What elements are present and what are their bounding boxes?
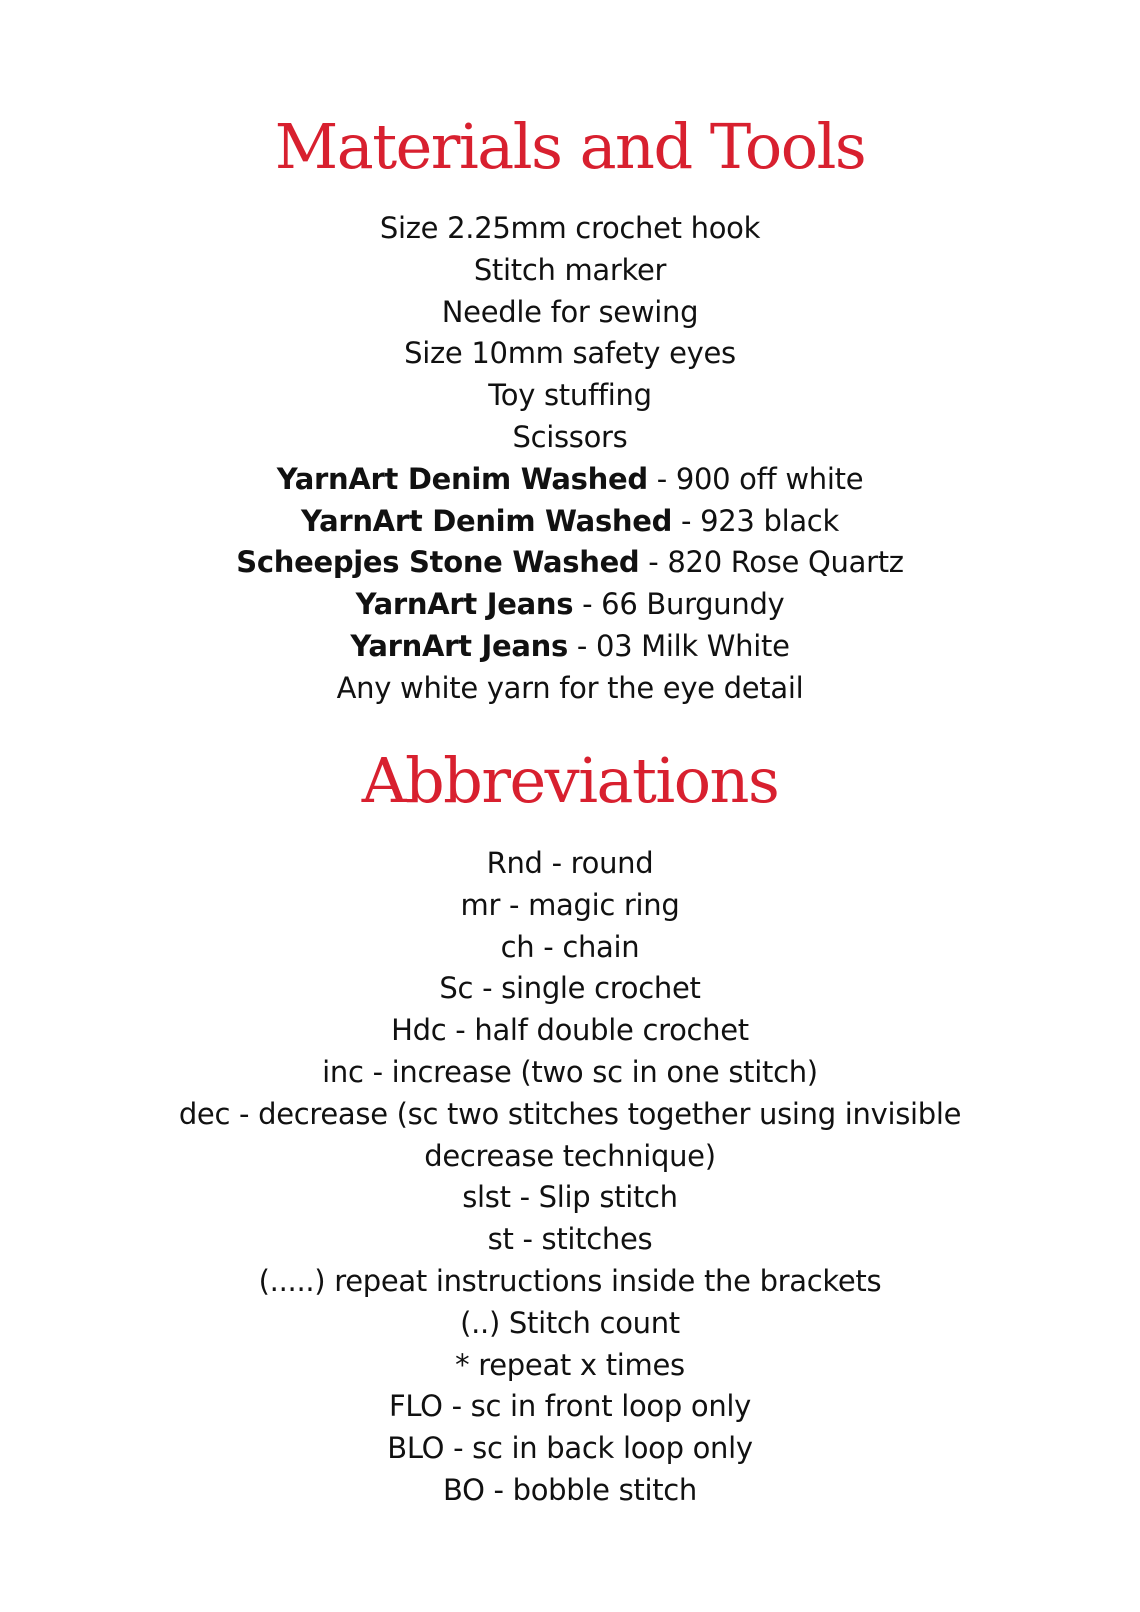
yarn-brand: YarnArt Denim Washed	[276, 461, 648, 496]
yarn-color: - 66 Burgundy	[573, 587, 785, 622]
abbreviation-item: (.....) repeat instructions inside the brackets	[258, 1263, 882, 1298]
yarn-brand: YarnArt Jeans	[350, 628, 568, 663]
abbreviation-item: st - stitches	[487, 1222, 653, 1257]
yarn-item	[0, 542, 1140, 584]
item-text: Needle for sewing	[441, 294, 699, 329]
list-item	[0, 333, 1140, 375]
abbreviations-heading: Abbreviations	[361, 744, 779, 817]
yarn-brand: YarnArt Jeans	[355, 587, 574, 622]
abbreviation-item: inc - increase (two sc in one stitch)	[322, 1054, 818, 1089]
yarn-item	[0, 459, 1140, 501]
list-item	[0, 375, 1140, 417]
item-text: Stitch marker	[473, 252, 667, 287]
abbreviation-item: Hdc - half double crochet	[391, 1013, 749, 1048]
yarn-color: - 820 Rose Quartz	[639, 545, 904, 580]
abbreviation-item: slst - Slip stitch	[462, 1180, 678, 1215]
abbreviation-item: BLO - sc in back loop only	[387, 1431, 753, 1466]
abbreviation-item: dec - decrease (sc two stitches together using invisible	[178, 1096, 962, 1131]
abbreviation-item: BO - bobble stitch	[442, 1472, 698, 1507]
item-text: Size 2.25mm crochet hook	[379, 211, 761, 245]
abbreviation-item: Sc - single crochet	[439, 971, 701, 1006]
item-text: Size 10mm safety eyes	[404, 336, 736, 371]
materials-heading: Materials and Tools	[274, 110, 866, 183]
yarn-color: - 900 off white	[647, 461, 864, 496]
abbreviation-item: FLO - sc in front loop only	[388, 1389, 752, 1424]
list-item	[0, 668, 1140, 710]
abbreviation-item: * repeat x times	[455, 1347, 685, 1382]
yarn-item	[0, 584, 1140, 626]
yarn-brand: YarnArt Denim Washed	[301, 503, 673, 538]
list-item	[0, 250, 1140, 292]
abbreviations-list	[0, 843, 1140, 1512]
yarn-color: - 923 black	[672, 503, 839, 538]
list-item	[0, 208, 1140, 250]
yarn-color: - 03 Milk White	[567, 628, 790, 663]
materials-list	[0, 208, 1140, 710]
abbreviation-item: decrease technique)	[424, 1138, 716, 1173]
yarn-brand: Scheepjes Stone Washed	[236, 545, 640, 580]
abbreviation-item: Rnd - round	[486, 846, 654, 880]
item-text: Any white yarn for the eye detail	[336, 670, 804, 705]
abbreviation-item: mr - magic ring	[460, 887, 680, 922]
item-text: Scissors	[512, 419, 628, 454]
abbreviation-item: (..) Stitch count	[460, 1305, 680, 1340]
list-item	[0, 417, 1140, 459]
yarn-item	[0, 501, 1140, 543]
yarn-item	[0, 626, 1140, 668]
item-text: Toy stuffing	[488, 378, 652, 413]
list-item	[0, 292, 1140, 334]
abbreviation-item: ch - chain	[500, 929, 640, 964]
